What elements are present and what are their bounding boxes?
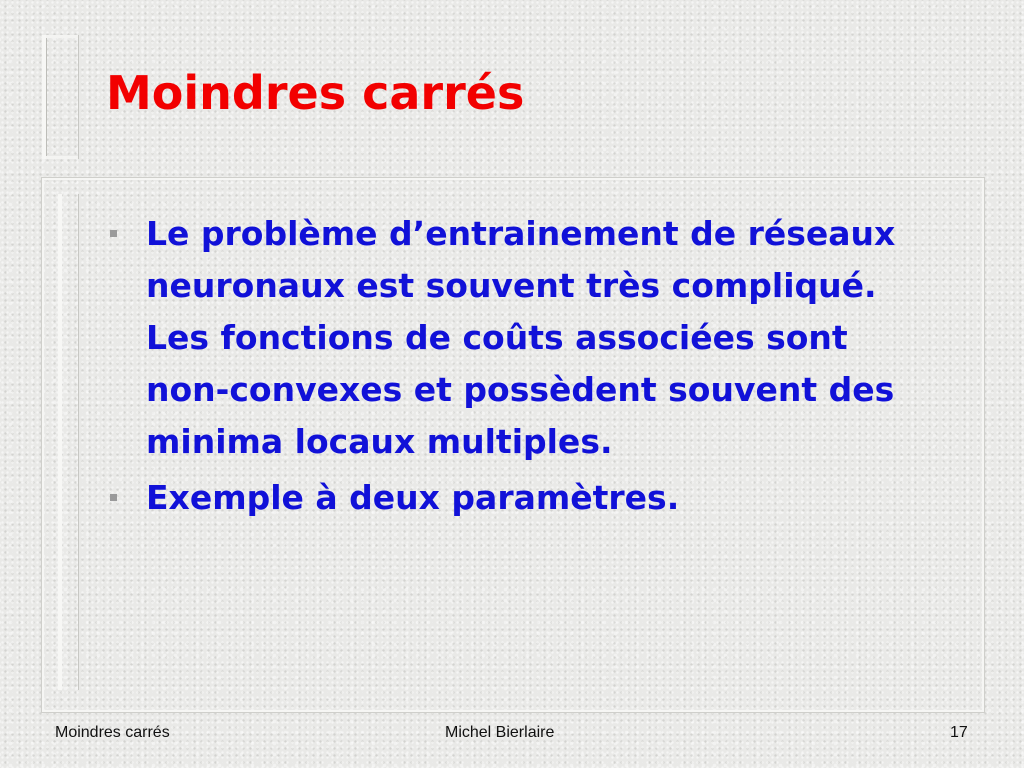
bullet-text: Exemple à deux paramètres. [146,478,680,517]
title-bracket-decoration [42,35,79,159]
bullet-item [106,472,926,524]
footer-author: Michel Bierlaire [445,724,555,741]
page-number: 17 [950,724,968,741]
bullet-item [106,208,926,468]
footer-title: Moindres carrés [55,724,170,741]
bullet-list [106,208,926,528]
body-bracket-decoration [58,194,79,690]
slide-title: Moindres carrés [106,66,525,120]
square-bullet-icon [110,230,117,237]
bullet-text: Le problème d’entrainement de réseaux neuronaux est souvent très compliqué. Les fonctions de coûts associées sont non-convexes et possèdent souvent des minima locaux multiples. [146,214,896,461]
square-bullet-icon [110,494,117,501]
